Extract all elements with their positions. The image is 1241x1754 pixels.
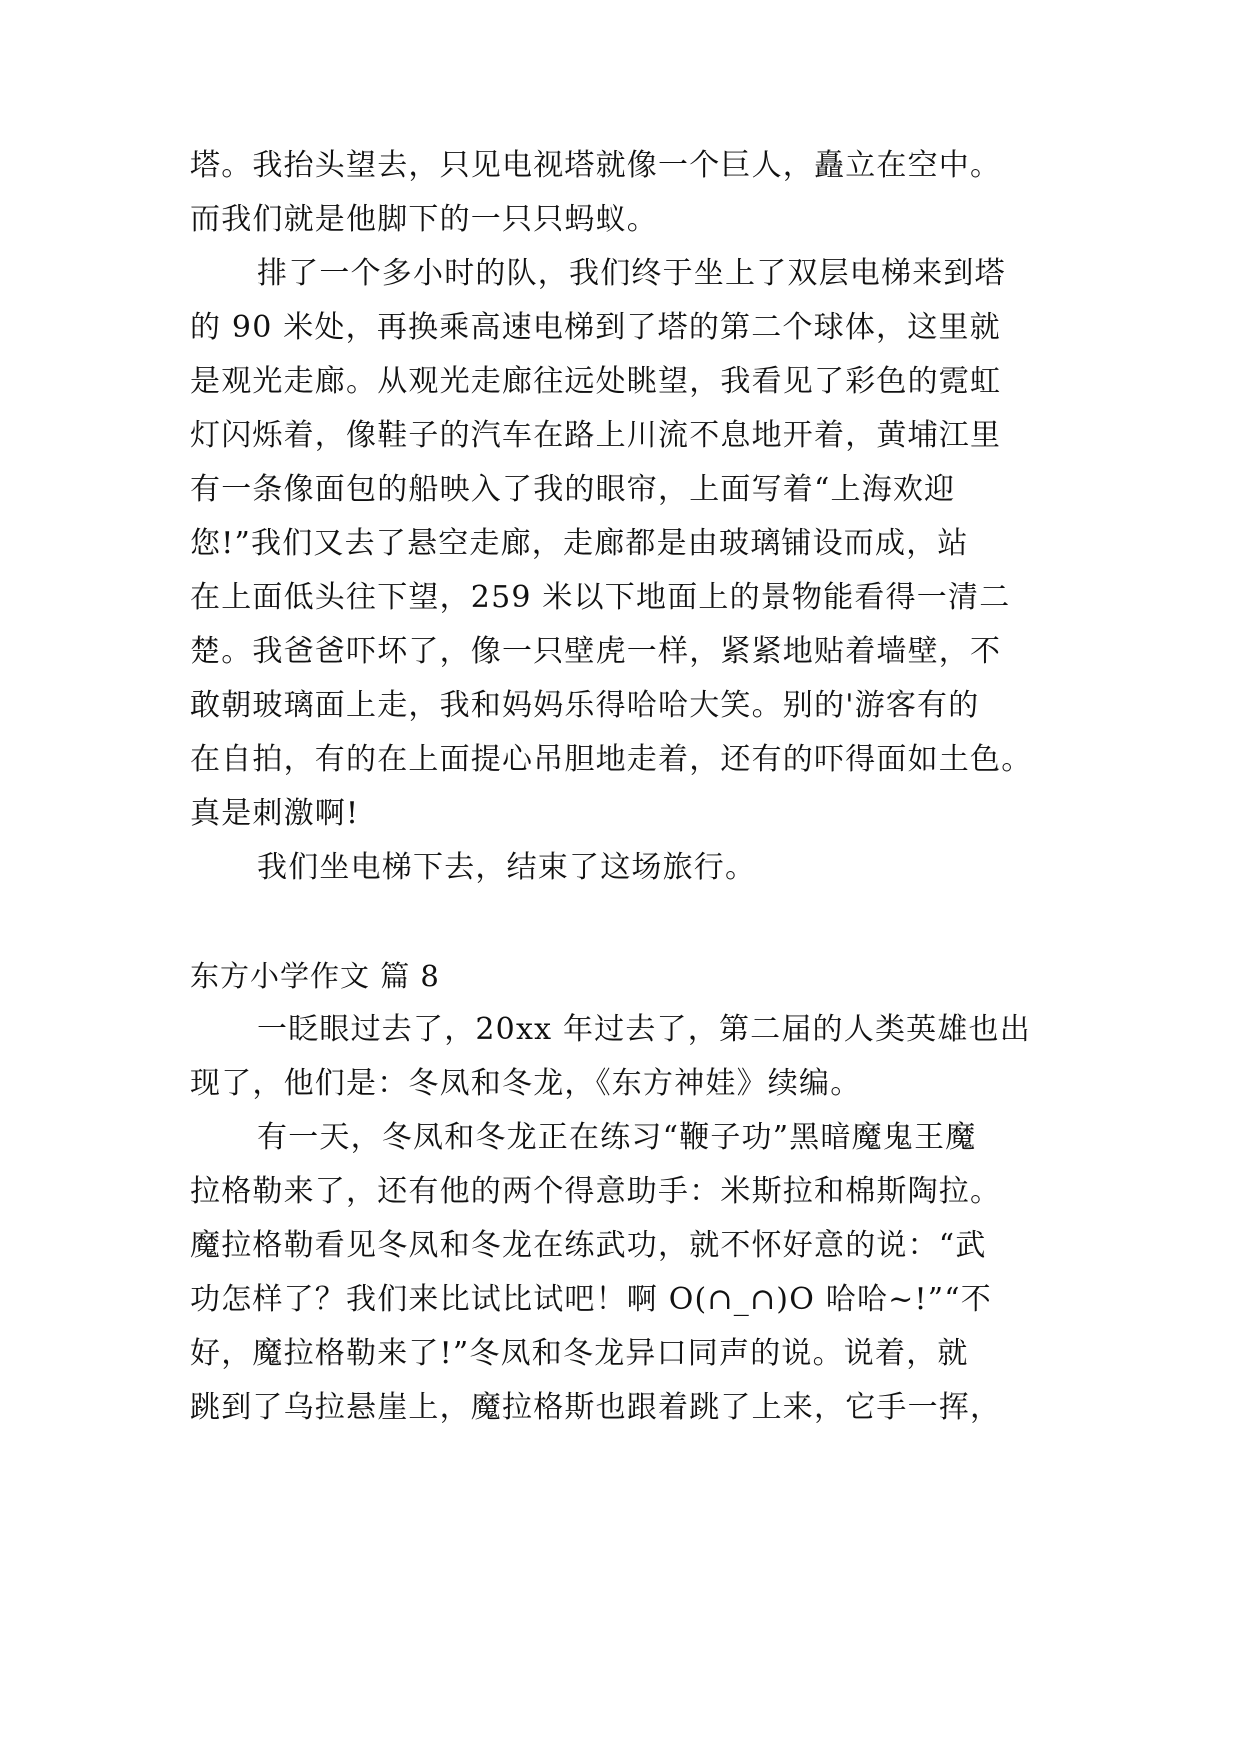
section-title: 东方小学作文 篇 8 <box>190 959 440 993</box>
text-line: 一眨眼过去了，20xx 年过去了，第二届的人类英雄也出 <box>257 1012 1031 1047</box>
text-line: 功怎样了？我们来比试比试吧！啊 O(∩_∩)O 哈哈~!”“不 <box>190 1282 993 1317</box>
text-line: 我们坐电梯下去，结束了这场旅行。 <box>257 850 757 885</box>
text-line: 跳到了乌拉悬崖上，魔拉格斯也跟着跳了上来，它手一挥， <box>190 1390 1002 1425</box>
text-line: 真是刺激啊! <box>190 796 360 831</box>
text-line: 有一条像面包的船映入了我的眼帘，上面写着“上海欢迎 <box>190 472 956 507</box>
text-line: 塔。我抬头望去，只见电视塔就像一个巨人，矗立在空中。 <box>190 148 1002 183</box>
text-line: 是观光走廊。从观光走廊往远处眺望，我看见了彩色的霓虹 <box>190 364 1002 399</box>
text-line: 在上面低头往下望，259 米以下地面上的景物能看得一清二 <box>190 580 1011 615</box>
text-line: 敢朝玻璃面上走，我和妈妈乐得哈哈大笑。别的'游客有的 <box>190 688 980 723</box>
text-line: 而我们就是他脚下的一只只蚂蚁。 <box>190 202 658 237</box>
text-line: 拉格勒来了，还有他的两个得意助手：米斯拉和棉斯陶拉。 <box>190 1174 1002 1209</box>
text-line: 灯闪烁着，像鞋子的汽车在路上川流不息地开着，黄埔江里 <box>190 418 1002 453</box>
text-line: 排了一个多小时的队，我们终于坐上了双层电梯来到塔 <box>257 256 1006 291</box>
text-line: 楚。我爸爸吓坏了，像一只壁虎一样，紧紧地贴着墙壁，不 <box>190 634 1002 669</box>
text-line: 有一天，冬凤和冬龙正在练习“鞭子功”黑暗魔鬼王魔 <box>257 1120 977 1155</box>
text-line: 在自拍，有的在上面提心吊胆地走着，还有的吓得面如土色。 <box>190 742 1033 777</box>
text-line: 现了，他们是：冬凤和冬龙，《东方神娃》续编。 <box>190 1066 862 1101</box>
text-line: 您!”我们又去了悬空走廊，走廊都是由玻璃铺设而成，站 <box>190 526 969 561</box>
text-line: 魔拉格勒看见冬凤和冬龙在练武功，就不怀好意的说：“武 <box>190 1228 987 1263</box>
text-line: 的 90 米处，再换乘高速电梯到了塔的第二个球体，这里就 <box>190 310 1001 345</box>
text-line: 好，魔拉格勒来了!”冬凤和冬龙异口同声的说。说着，就 <box>190 1336 969 1371</box>
